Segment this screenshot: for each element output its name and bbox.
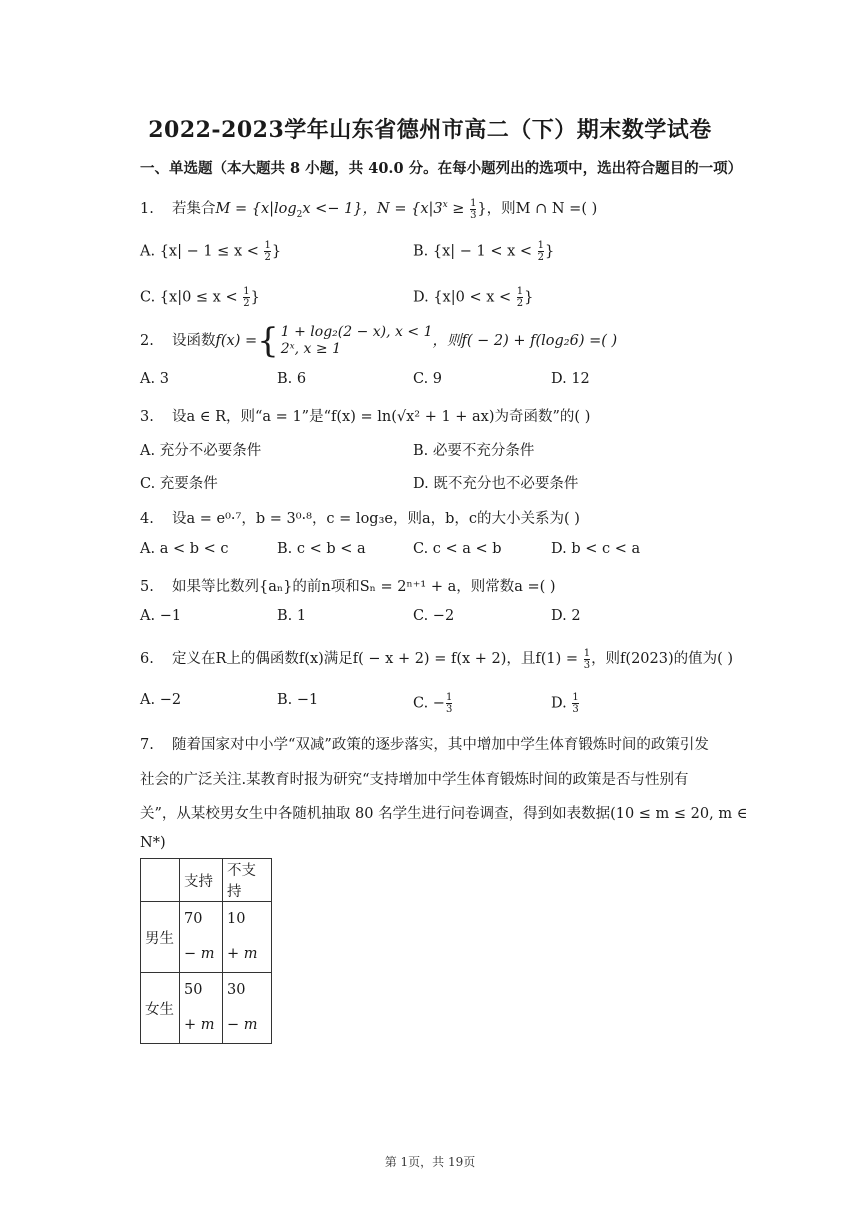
question-7-line-2: 社会的广泛关注.某教育时报为研究“支持增加中学生体育锻炼时间的政策是否与性别有 [140,772,689,788]
option-d[interactable]: D. 12 [551,371,590,387]
question-number: 6. [140,651,154,667]
table-cell: 70 − m [180,902,223,973]
option-c[interactable]: C. {x|0 ≤ x < $\frac{1}{2}$ } [140,286,260,309]
option-c[interactable]: C. − $\frac{1}{3}$ [413,692,453,715]
table-cell: 30 − m [223,973,272,1044]
question-number: 7. [140,737,154,753]
question-3 [140,405,590,426]
option-a[interactable]: A. 充分不必要条件 [140,443,262,459]
fraction: $\frac{1}{3}$ [470,197,477,221]
question-stem: 如果等比数列{aₙ}的前n项和Sₙ = 2ⁿ⁺¹ + a，则常数a =( ) [172,579,556,595]
question-7-line-4: N*) [140,835,166,851]
option-d[interactable]: D. 既不充分也不必要条件 [413,476,579,492]
table-header-cell [141,859,180,902]
piecewise-function: f(x) = { 1 + log₂(2 − x), x < 1 2ˣ, x ≥ 1 [215,321,433,361]
question-number: 5. [140,579,154,595]
question-6: 6. 定义在R上的偶函数f(x)满足f( − x + 2) = f(x + 2)，且f(1) = $\frac{1}{3}$ ，则f(2023)的值为( ) [140,647,734,671]
option-a[interactable]: A. −1 [140,608,182,624]
option-b[interactable]: B. {x| − 1 < x < $\frac{1}{2}$ } [413,240,555,263]
option-b[interactable]: B. 1 [277,608,307,624]
page-footer: 第 1页，共 19页 [384,1155,476,1169]
section-heading: 一、单选题（本大题共 8 小题，共 40.0 分。在每小题列出的选项中，选出符合题目的一项） [140,160,743,177]
option-c[interactable]: C. 充要条件 [140,476,218,492]
question-7-line-1: 7. 随着国家对中小学“双减”政策的逐步落实，其中增加中学生体育锻炼时间的政策引发 [140,737,709,753]
table-header-row [141,859,272,902]
question-number: 3. [140,409,154,425]
option-d[interactable]: D. 2 [551,608,581,624]
option-d[interactable]: D. b < c < a [551,541,641,557]
survey-table [140,858,272,1044]
question-4 [140,507,580,528]
table-header-cell: 不支持 [223,859,272,902]
option-d[interactable]: D. {x|0 < x < $\frac{1}{2}$ } [413,286,534,309]
option-a[interactable]: A. 3 [140,371,169,387]
option-d[interactable]: D. $\frac{1}{3}$ [551,692,579,715]
option-a[interactable]: A. −2 [140,692,182,708]
row-label: 女生 [141,973,180,1044]
question-2: 2. 设函数 f(x) = { 1 + log₂(2 − x), x < 1 2ˣ, x ≥ 1 ，则f( − 2) + f(log₂6) =( ) [140,321,618,361]
fraction: $\frac{1}{3}$ [583,647,591,671]
row-label: 男生 [141,902,180,973]
option-c[interactable]: C. c < a < b [413,541,502,557]
option-b[interactable]: B. 必要不充分条件 [413,443,535,459]
question-stem: 设a ∈ R，则“a = 1”是“f(x) = ln(√x² + 1 + ax)为奇函数”的( ) [172,409,591,425]
option-b[interactable]: B. c < b < a [277,541,366,557]
question-number: 4. [140,511,154,527]
option-a[interactable]: A. {x| − 1 ≤ x < $\frac{1}{2}$ } [140,240,282,263]
option-b[interactable]: B. −1 [277,692,319,708]
table-cell: 50 + m [180,973,223,1044]
table-cell: 10 + m [223,902,272,973]
question-number: 2. [140,333,154,349]
question-stem: 设a = e⁰·⁷，b = 3⁰·⁸，c = log₃e，则a，b，c的大小关系为( ) [172,511,580,527]
option-b[interactable]: B. 6 [277,371,307,387]
option-a[interactable]: A. a < b < c [140,541,229,557]
table-row [141,973,272,1044]
page-title: 2022-2023学年山东省德州市高二（下）期末数学试卷 [148,117,712,143]
question-7-line-3: 关”，从某校男女生中各随机抽取 80 名学生进行问卷调查，得到如表数据(10 ≤ m ≤ 20, m ∈ [140,806,748,822]
option-c[interactable]: C. −2 [413,608,455,624]
question-1: 1. 若集合$M = \{x|\log_2x <- 1\}$，$N = \{x|3^x$ ≥ $\frac{1}{3}$ }，则M ∩ N =( ) [140,197,598,221]
question-5 [140,575,556,596]
table-row [141,902,272,973]
table-header-cell: 支持 [180,859,223,902]
question-number: 1. [140,201,154,217]
option-c[interactable]: C. 9 [413,371,443,387]
